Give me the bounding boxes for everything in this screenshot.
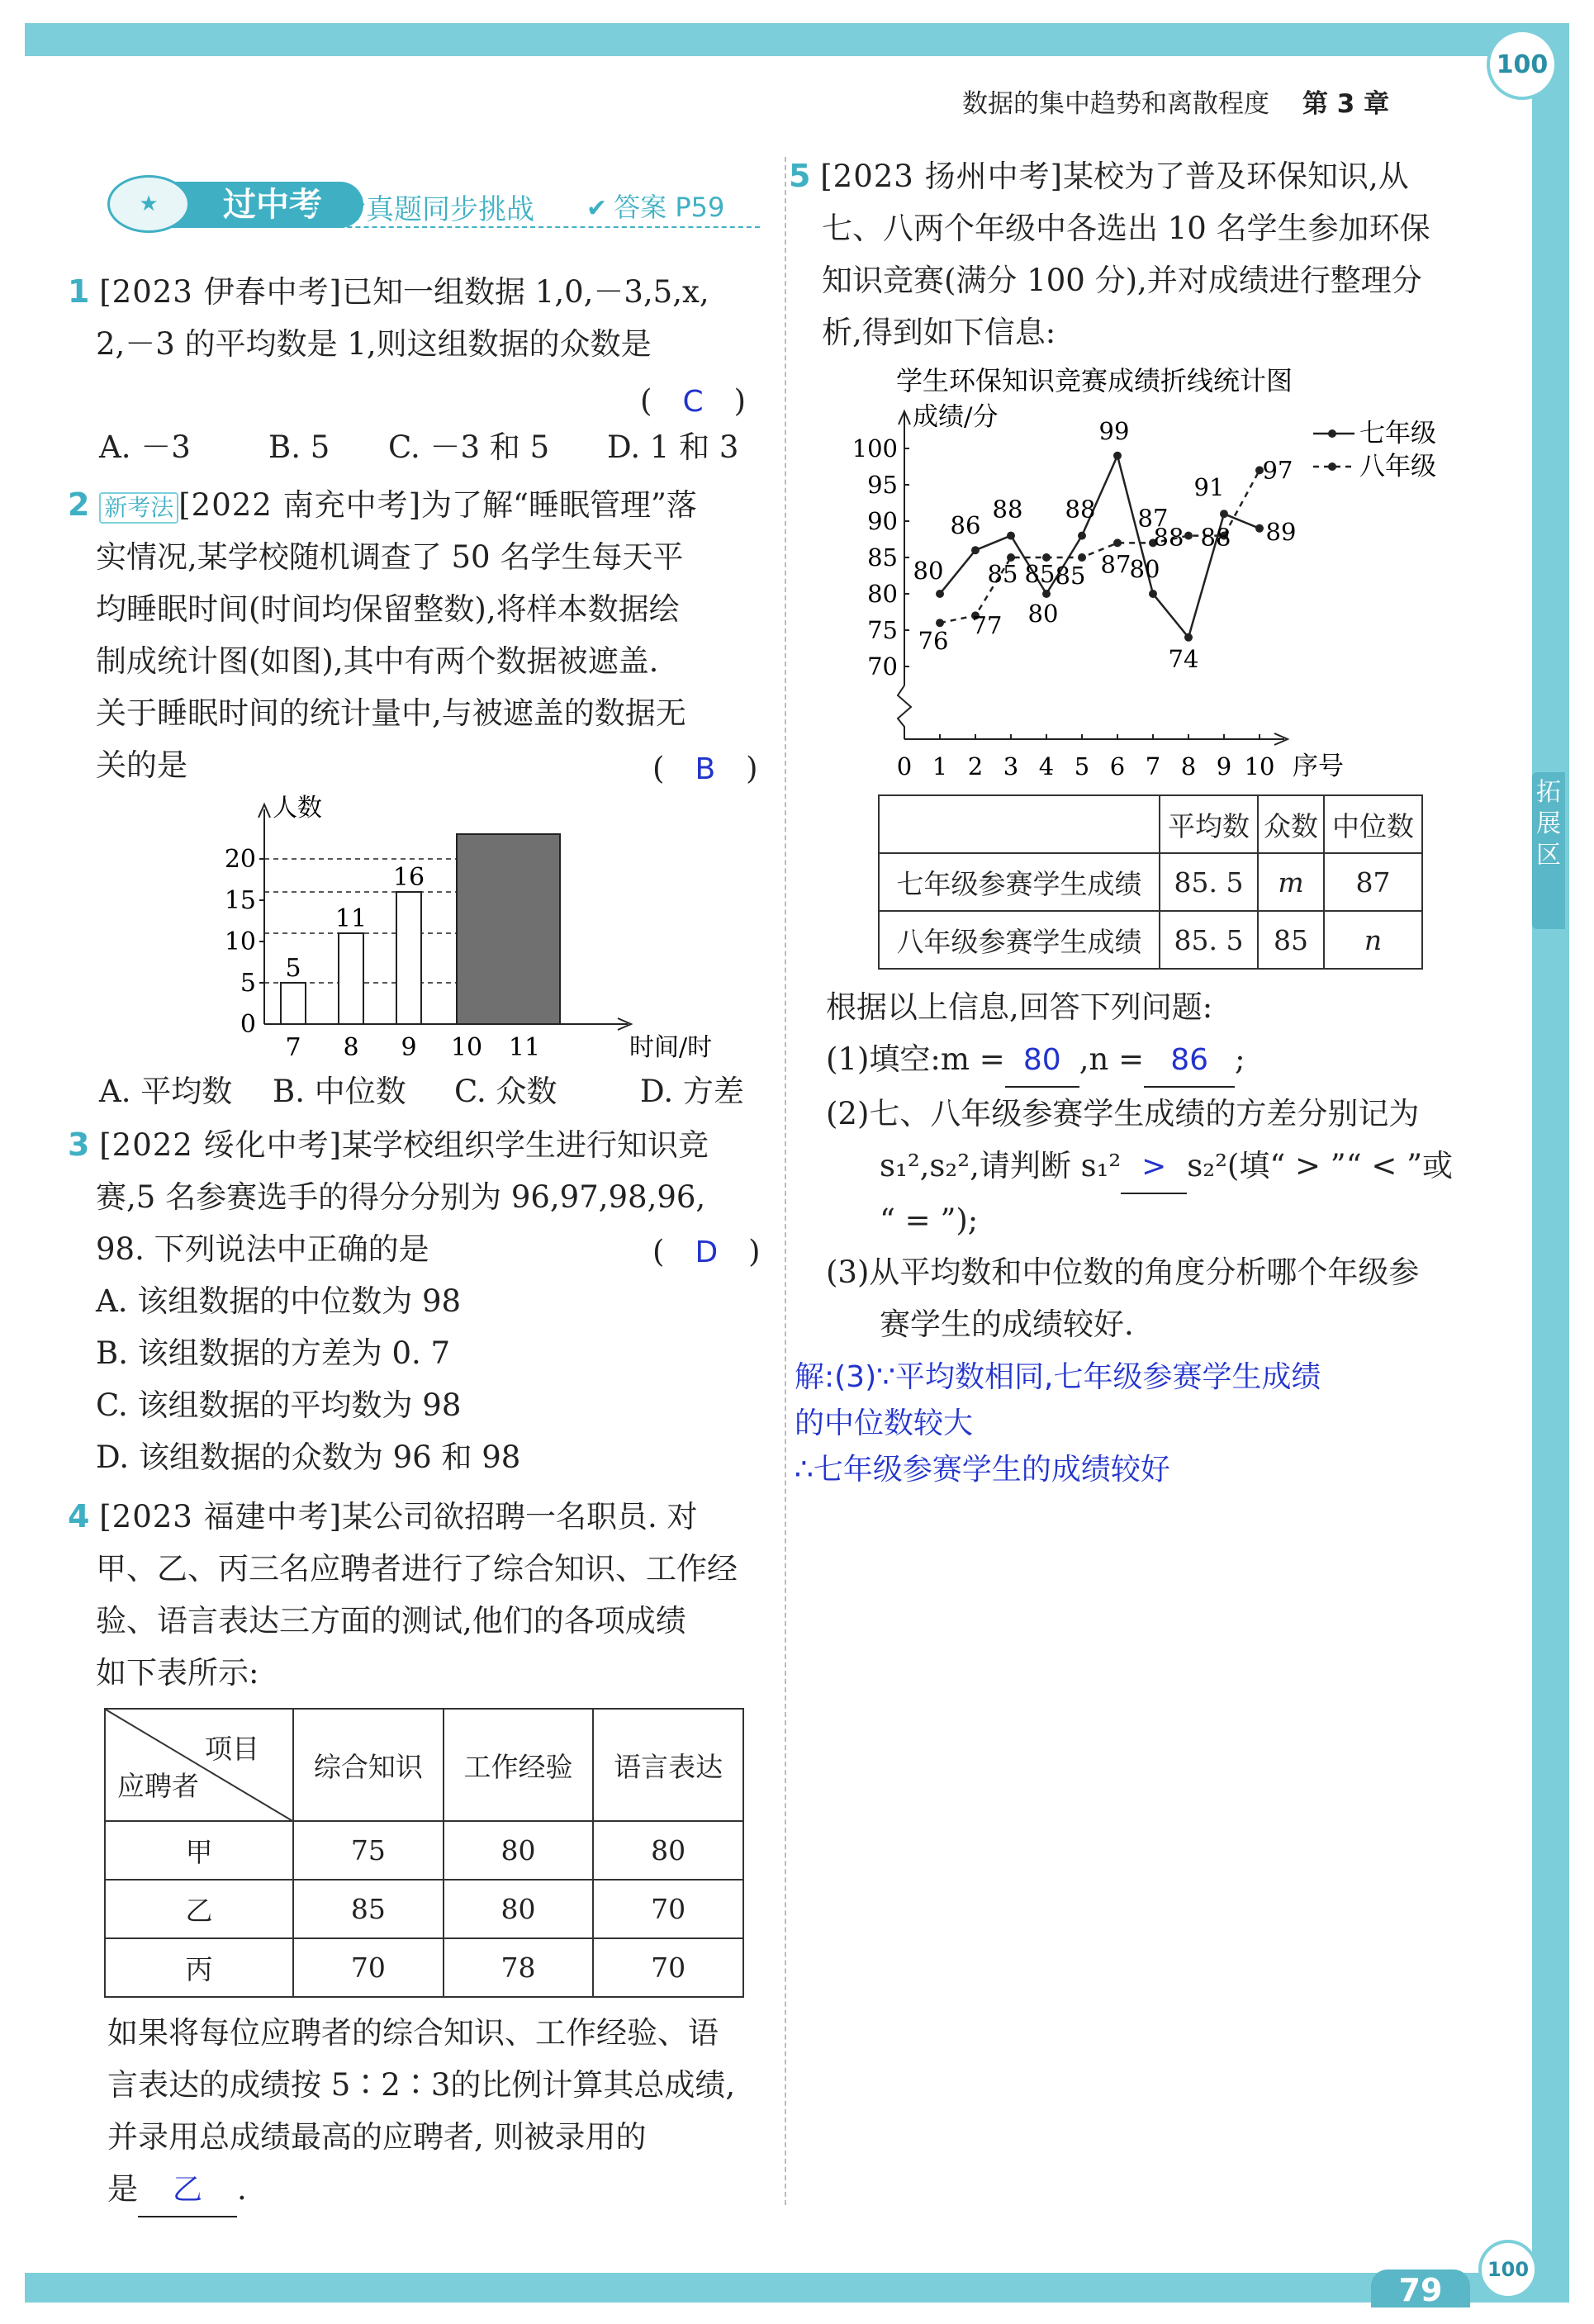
axis-break bbox=[898, 685, 911, 739]
y-tick-label: 5 bbox=[240, 969, 256, 998]
data-label: 86 bbox=[950, 511, 981, 540]
legend-label: 七年级 bbox=[1359, 419, 1436, 448]
y-tick-label: 70 bbox=[867, 652, 898, 681]
mascot-icon-bottom: 100 bbox=[1478, 2240, 1538, 2299]
q2-option-c: C. 众数 bbox=[454, 1074, 557, 1109]
x-tick-label: 8 bbox=[1180, 752, 1197, 780]
table-header: 中位数 bbox=[1324, 795, 1422, 853]
x-tick-label: 9 bbox=[401, 1033, 417, 1062]
top-border bbox=[25, 23, 1569, 56]
sleep-bar-chart bbox=[215, 793, 713, 1062]
y-tick-label: 75 bbox=[867, 616, 898, 644]
data-label: 88 bbox=[1065, 495, 1096, 524]
bar bbox=[396, 892, 421, 1024]
x-axis-label: 序号 bbox=[1293, 752, 1344, 781]
applicant-score-table bbox=[104, 1708, 744, 1998]
data-label: 91 bbox=[1193, 473, 1225, 502]
data-label: 77 bbox=[971, 611, 1003, 640]
legend-marker bbox=[1328, 462, 1336, 471]
q4-followup: 如果将每位应聘者的综合知识、工作经验、语 言表达的成绩按 5∶2∶3的比例计算其总成绩, 并录用总成绩最高的应聘者, 则被录用的 是 乙 . bbox=[107, 2007, 776, 2217]
y-tick-label: 10 bbox=[224, 927, 256, 956]
q3-answer-bracket: ( D ) bbox=[652, 1234, 761, 1269]
x-tick-label: 1 bbox=[932, 752, 948, 780]
chapter-label: 第 3 章 bbox=[1302, 89, 1390, 119]
table-corner-cell: 项目 应聘者 bbox=[105, 1709, 293, 1821]
hidden-data-block bbox=[457, 834, 560, 1024]
question-5: 5 [2023 扬州中考]某校为了普及环保知识,从 七、八两个年级中各选出 10 名学生参加环保 知识竞赛(满分 100 分),并对成绩进行整理分 析,得到如下信息: bbox=[789, 158, 1430, 350]
data-label: 80 bbox=[1027, 600, 1059, 628]
x-tick-label: 10 bbox=[450, 1033, 483, 1062]
x-tick-label: 6 bbox=[1109, 752, 1126, 780]
data-point-grade7 bbox=[1255, 524, 1264, 533]
y-tick-label: 90 bbox=[867, 507, 898, 535]
bottom-border bbox=[25, 2273, 1569, 2303]
x-tick-label: 4 bbox=[1038, 752, 1055, 780]
x-tick-label: 10 bbox=[1244, 752, 1275, 780]
data-label: 74 bbox=[1168, 644, 1199, 673]
data-label: 85 bbox=[1055, 562, 1086, 590]
x-axis-label: 时间/时 bbox=[629, 1033, 713, 1062]
check-icon: ✔ bbox=[586, 194, 608, 223]
data-point-grade7 bbox=[936, 590, 944, 598]
data-point-grade7 bbox=[1078, 532, 1086, 540]
page-number: 79 bbox=[1371, 2269, 1470, 2307]
question-3: 3 [2022 绥化中考]某学校组织学生进行知识竞 赛,5 名参赛选手的得分分别为 96,97,98,96, 98. 下列说法中正确的是 A. 该组数据的中位数为 98 B. 该组数据的方差为 0. 7 C. 该组数据的平均数为 98 D. 该组数据的众数为 96 和 98 bbox=[68, 1119, 770, 1483]
data-label: 80 bbox=[1129, 555, 1160, 583]
data-point-grade7 bbox=[1184, 633, 1193, 642]
q2-option-a: A. 平均数 bbox=[99, 1074, 233, 1109]
x-tick-label: 11 bbox=[508, 1033, 541, 1062]
q1-options bbox=[99, 421, 776, 473]
page-header bbox=[962, 83, 1389, 120]
m-answer-blank: 80 bbox=[1005, 1033, 1079, 1088]
owl-mascot-icon: ★ bbox=[107, 175, 190, 233]
q1-answer-bracket: ( C ) bbox=[640, 383, 747, 419]
data-label: 88 bbox=[1200, 523, 1231, 552]
n-answer-blank: 86 bbox=[1144, 1033, 1235, 1088]
q3-option-c: C. 该组数据的平均数为 98 bbox=[96, 1387, 462, 1423]
table-row: 乙 85 80 70 bbox=[105, 1880, 743, 1938]
banner-dashed-line bbox=[306, 226, 760, 228]
bar bbox=[281, 983, 306, 1024]
data-label: 87 bbox=[1100, 550, 1131, 579]
x-tick-label: 7 bbox=[1145, 752, 1161, 780]
data-label: 76 bbox=[918, 627, 949, 656]
right-border bbox=[1532, 23, 1569, 2286]
question-4: 4 [2023 福建中考]某公司欲招聘一名职员. 对 甲、乙、丙三名应聘者进行了综合知识、工作经 验、语言表达三方面的测试,他们的各项成绩 如下表所示: bbox=[68, 1498, 738, 1691]
table-header: 工作经验 bbox=[444, 1709, 594, 1821]
data-label: 88 bbox=[1153, 523, 1184, 552]
y-tick-label: 0 bbox=[240, 1010, 256, 1039]
question-2: 2 新考法 [2022 南充中考]为了解“睡眠管理”落 实情况,某学校随机调查了 50 名学生每天平 均睡眠时间(时间均保留整数),将样本数据绘 制成统计图(如图),其中有两个数据被遮盖. 关于睡眠时间的统计量中,与被遮盖的数据无 关的是 bbox=[68, 486, 697, 783]
table-row: 八年级参赛学生成绩 85. 5 85 n bbox=[879, 911, 1422, 969]
x-tick-label: 7 bbox=[285, 1033, 301, 1062]
x-tick-label: 5 bbox=[1074, 752, 1090, 780]
y-tick-label: 80 bbox=[867, 580, 898, 608]
data-label: 85 bbox=[1024, 560, 1056, 588]
x-tick-label: 0 bbox=[896, 752, 913, 780]
q1-option-b: B. 5 bbox=[268, 429, 330, 465]
data-point-grade7 bbox=[1113, 452, 1122, 460]
section-banner bbox=[74, 175, 760, 233]
section-title: 数据的集中趋势和离散程度 bbox=[962, 89, 1269, 119]
data-label: 85 bbox=[987, 560, 1018, 588]
table-corner-cell bbox=[879, 795, 1160, 853]
question-1: 1 [2023 伊春中考]已知一组数据 1,0,－3,5,x, 2,－3 的平均数是 1,则这组数据的众数是 bbox=[68, 273, 709, 362]
q2-option-b: B. 中位数 bbox=[273, 1074, 406, 1109]
bar-value-label: 16 bbox=[392, 863, 425, 892]
y-axis-label: 成绩/分 bbox=[913, 402, 999, 432]
data-label: 89 bbox=[1265, 517, 1297, 546]
x-tick-label: 2 bbox=[967, 752, 984, 780]
q3-option-a: A. 该组数据的中位数为 98 bbox=[96, 1283, 462, 1319]
table-header: 众数 bbox=[1258, 795, 1324, 853]
q1-option-a: A. －3 bbox=[99, 429, 191, 465]
answer-reference: ✔ 答案 P59 bbox=[586, 192, 725, 223]
q2-options bbox=[99, 1065, 776, 1117]
data-point-grade8 bbox=[1113, 538, 1122, 547]
q5-questions: 根据以上信息,回答下列问题: (1)填空:m = 80 ,n = 86 ; (2)七、八年级参赛学生成绩的方差分别记为 s₁²,s₂²,请判断 s₁² > s₂²(填“ > ”“ < ”或 “ = ”); (3)从平均数和中位数的角度分析哪个年级参 赛学生的成绩较好. bbox=[826, 989, 1454, 1342]
bar-value-label: 5 bbox=[285, 954, 301, 983]
new-method-tag: 新考法 bbox=[99, 492, 178, 524]
data-point-grade8 bbox=[1184, 532, 1193, 540]
data-point-grade7 bbox=[1220, 510, 1228, 518]
table-row: 丙 70 78 70 bbox=[105, 1938, 743, 1997]
q1-option-c: C. －3 和 5 bbox=[388, 429, 550, 465]
data-label: 88 bbox=[992, 495, 1023, 524]
column-divider bbox=[785, 157, 786, 2205]
q2-option-d: D. 方差 bbox=[640, 1074, 744, 1109]
y-tick-label: 20 bbox=[224, 845, 256, 874]
x-tick-label: 3 bbox=[1003, 752, 1019, 780]
y-tick-label: 95 bbox=[867, 471, 898, 499]
legend-marker bbox=[1328, 429, 1336, 438]
q3-option-d: D. 该组数据的众数为 96 和 98 bbox=[96, 1439, 521, 1475]
y-tick-label: 100 bbox=[852, 434, 898, 462]
data-label: 87 bbox=[1137, 504, 1169, 533]
table-header: 平均数 bbox=[1160, 795, 1258, 853]
side-tab-extension: 拓展区 bbox=[1532, 772, 1565, 929]
legend-label: 八年级 bbox=[1359, 452, 1436, 481]
competition-line-chart bbox=[842, 355, 1470, 785]
q1-option-d: D. 1 和 3 bbox=[607, 429, 739, 465]
y-tick-label: 85 bbox=[867, 543, 898, 572]
q2-answer-bracket: ( B ) bbox=[652, 751, 758, 786]
variance-compare-blank: > bbox=[1121, 1140, 1187, 1194]
data-point-grade7 bbox=[1007, 532, 1015, 540]
y-tick-label: 15 bbox=[224, 886, 256, 915]
data-label: 80 bbox=[913, 557, 944, 585]
chart-title: 学生环保知识竞赛成绩折线统计图 bbox=[896, 365, 1293, 396]
mascot-icon: 100 bbox=[1487, 29, 1558, 100]
x-tick-label: 9 bbox=[1216, 752, 1232, 780]
q4-answer-blank: 乙 bbox=[138, 2163, 237, 2217]
x-tick-label: 8 bbox=[343, 1033, 359, 1062]
data-point-grade7 bbox=[971, 546, 980, 554]
grade-statistics-table bbox=[878, 794, 1423, 970]
banner-title: 过中考 bbox=[132, 182, 363, 228]
banner-subtitle: 中考真题同步挑战 bbox=[310, 193, 534, 226]
bar-value-label: 11 bbox=[334, 904, 368, 933]
table-row: 七年级参赛学生成绩 85. 5 m 87 bbox=[879, 853, 1422, 911]
bar bbox=[339, 933, 363, 1024]
data-point-grade7 bbox=[1149, 590, 1157, 598]
q5-handwritten-solution: 解:(3)∵平均数相同,七年级参赛学生成绩 的中位数较大 ∴七年级参赛学生的成绩较好 bbox=[795, 1360, 1321, 1487]
data-label: 97 bbox=[1262, 456, 1293, 485]
data-point-grade8 bbox=[936, 619, 944, 627]
data-point-grade7 bbox=[1042, 590, 1051, 598]
table-row: 甲 75 80 80 bbox=[105, 1821, 743, 1880]
data-label: 99 bbox=[1098, 416, 1130, 445]
table-header: 语言表达 bbox=[593, 1709, 743, 1821]
table-header: 综合知识 bbox=[293, 1709, 444, 1821]
data-point-grade8 bbox=[1078, 553, 1086, 562]
q3-option-b: B. 该组数据的方差为 0. 7 bbox=[96, 1335, 451, 1371]
y-axis-label: 人数 bbox=[273, 794, 322, 823]
